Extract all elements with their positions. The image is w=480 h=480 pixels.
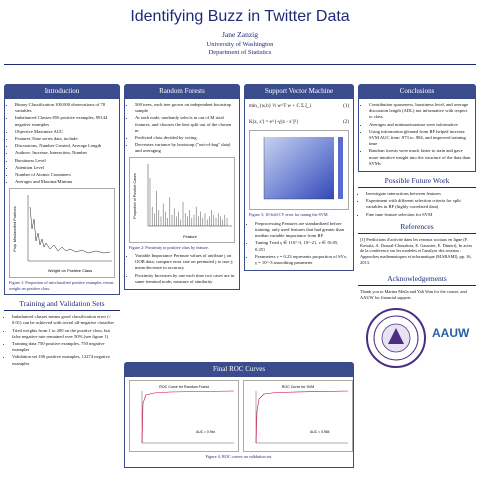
figure-2-svg <box>130 158 236 242</box>
svm-eq2-label: (2) <box>343 120 349 126</box>
roc-svm-svg <box>244 381 352 451</box>
university-seal-logo <box>366 304 426 372</box>
roc-plot-svm <box>243 380 353 452</box>
column-left <box>4 84 120 368</box>
svm-header: Support Vector Machine <box>244 84 354 98</box>
roc-box <box>124 376 354 468</box>
introduction-box <box>4 98 120 295</box>
introduction-header: Introduction <box>4 84 120 98</box>
column-center-left <box>124 84 240 290</box>
list-item: • Imbalanced classes means good classification error (< 0.01) can be achieved with trivial all-negative classifier <box>12 314 118 326</box>
aauw-logo: AAUW <box>432 326 470 341</box>
references-header: References <box>358 222 476 234</box>
training-box <box>4 314 120 367</box>
list-item: • Decreases variance by bootstrap ("out-of-bag" data) and averaging <box>135 142 235 154</box>
svm-eq1: min_{w,b} ½ w^T w + C Σ ξ_i <box>249 104 312 109</box>
random-forests-header: Random Forests <box>124 84 240 98</box>
title-divider <box>4 64 476 65</box>
future-work-header: Possible Future Work <box>358 176 476 188</box>
poster-affiliation <box>0 41 480 57</box>
roc-plot-random-forest <box>129 380 239 452</box>
list-item: • Tuning Tried γ ∈ {10^-3, 10^-2}, ν ∈ {0.05, 0.25} <box>255 240 349 252</box>
svm-equation-1 <box>249 104 349 110</box>
conclusions-header: Conclusions <box>358 84 476 98</box>
figure-2-xlabel: Feature <box>183 233 197 239</box>
list-item: • 500 trees, each tree grown on independent bootstrap sample <box>135 102 235 114</box>
list-item: • Validation set 106 positive examples, 12274 negative examples <box>12 354 118 366</box>
svm-equation-2 <box>249 120 349 126</box>
future-work-box <box>358 191 476 218</box>
figure-1-caption: Figure 1: Proportion of misclassified positive examples versus weight on positive class. <box>9 280 114 291</box>
list-item: • Preprocessing Features are standardized before training; only used features that had greater than median variable importance from RF <box>255 221 349 240</box>
acknowledgements-text: Thank you to Marina Meila and Yali Wan for the course, and AAUW for financial support. <box>360 288 467 300</box>
random-forests-box <box>124 98 240 290</box>
roc-plots <box>129 380 349 452</box>
training-header: Training and Validation Sets <box>4 299 120 311</box>
list-item: • Fine tune feature selection for SVM <box>366 212 474 218</box>
conclusions-box <box>358 98 476 172</box>
svm-box <box>244 98 354 271</box>
list-item: • Averages and Maxima/Minima <box>15 179 115 185</box>
list-item: • Proximity Increases by one each time two cases are in same terminal node; measure of similarity <box>135 273 235 285</box>
training-list <box>6 314 118 367</box>
list-item: • Training data 750 positive examples, 750 negative examples <box>12 341 118 353</box>
list-item: • Experiment with different selection criteria for split variables in RF (highly correlated data) <box>366 198 474 210</box>
figure-1-plot <box>9 188 115 278</box>
column-center-right <box>244 84 354 271</box>
svm-eq2: K(x, x') = e^{-γ||x - x'||²} <box>249 120 299 126</box>
list-item: • Number of Atomic Containers <box>15 172 115 178</box>
figure-1-xlabel: Weight on Positive Class <box>47 268 93 274</box>
poster-title: Identifying Buzz in Twitter Data <box>130 8 350 25</box>
figure-2-caption: Figure 2: Proximity to positive class by feature. <box>129 244 209 250</box>
svm-list <box>249 221 349 266</box>
list-item: • Objective Maximize AUC <box>15 129 115 135</box>
list-item: • Variable Importance Permute values of attribute j on OOB data; compare error rate on permuted j to true j; mean decrease in accuracy <box>135 253 235 272</box>
list-item: • Averages and minima/maxima were informative <box>369 122 471 128</box>
list-item: • Parameters ν = 0.23 represents proportion of SVs; γ = 10^-3 smoothing parameter <box>255 254 349 266</box>
roc-rf-title: ROC Curve for Random Forest <box>159 385 209 389</box>
figure-3-caption: Figure 3: 10-fold CV error for tuning the SVM. <box>249 212 329 218</box>
roc-svm-title: ROC Curve for SVM <box>281 385 315 389</box>
list-item: • Contribution sparseness, burstiness level, and average discussion length (ADL) not informative with respect to class <box>369 102 471 121</box>
department: Department of Statistics <box>208 49 272 56</box>
list-item: • Predicted class decided by voting <box>135 135 235 141</box>
list-item: • Investigate interactions between features <box>366 191 474 197</box>
list-item: • Using information gleaned from RF helped increase SVM AUC from .973 to .984, and improved training time <box>369 129 471 148</box>
roc-header: Final ROC Curves <box>124 362 354 376</box>
introduction-list <box>9 102 115 185</box>
list-item: • Discussions, Number Created, Average Length <box>15 143 115 149</box>
figure-2-ylabel: Proportion of Positive Cases <box>133 172 137 219</box>
list-item: • Authors: Increase, Interaction, Number <box>15 150 115 156</box>
random-forests-list <box>129 102 235 155</box>
random-forests-list-2 <box>129 253 235 285</box>
figure-1-svg <box>10 189 116 277</box>
list-item: • Binary Classification 100,000 observations of 78 variables <box>15 102 115 114</box>
figure-4-caption: Figure 4: ROC curves on validation set. <box>205 454 273 459</box>
list-item: • Features Time series data, include: <box>15 136 115 142</box>
list-item: • Burstiness Level <box>15 158 115 164</box>
roc-svm-auc: AUC = 0.984 <box>310 430 330 434</box>
roc-rf-svg <box>130 381 238 451</box>
figure-3-plot <box>249 130 349 210</box>
institution: University of Washington <box>206 41 274 48</box>
reference-1: [1] Predictions d'activite dans les reseaux sociaux en ligne (F. Kawala, A. Douzal-Chouakria, E. Gaussier, E. Dimert), In actes de la conference sur les modeles et l'analyse des reseaux : Approches mathematiques et informatique (MARAMI), pp. 16, 2013. <box>360 236 473 266</box>
list-item: • Attention Level <box>15 165 115 171</box>
conclusions-list <box>363 102 471 167</box>
list-item: • At each node, randomly selects m out of M total features, and chooses the best split out of the chosen m <box>135 115 235 134</box>
roc-rf-auc: AUC = 0.9xx <box>196 430 216 434</box>
column-right <box>358 84 476 374</box>
figure-2-bars <box>150 178 227 226</box>
list-item: • Random forests were much faster to train and gave more intuitive insight into the structure of the data than SVMs <box>369 148 471 167</box>
roc-section <box>124 362 354 468</box>
list-item: • Tried weights from 1 to 200 on the positive class, but false negative rate remained over 50% (see figure 1) <box>12 328 118 340</box>
future-work-list <box>360 191 474 218</box>
acknowledgements-header: Acknowledgements <box>358 274 476 286</box>
figure-2-plot <box>129 157 235 243</box>
figure-1-ylabel: Prop. Misclassified Positives <box>13 206 17 253</box>
svm-eq1-label: (1) <box>343 104 349 109</box>
list-item: • Imbalanced Classes 856 positive examples, 99144 negative examples <box>15 115 115 127</box>
poster-author: Jane Zanzig <box>221 30 259 39</box>
figure-3-svg <box>250 131 350 209</box>
logos <box>358 304 476 374</box>
